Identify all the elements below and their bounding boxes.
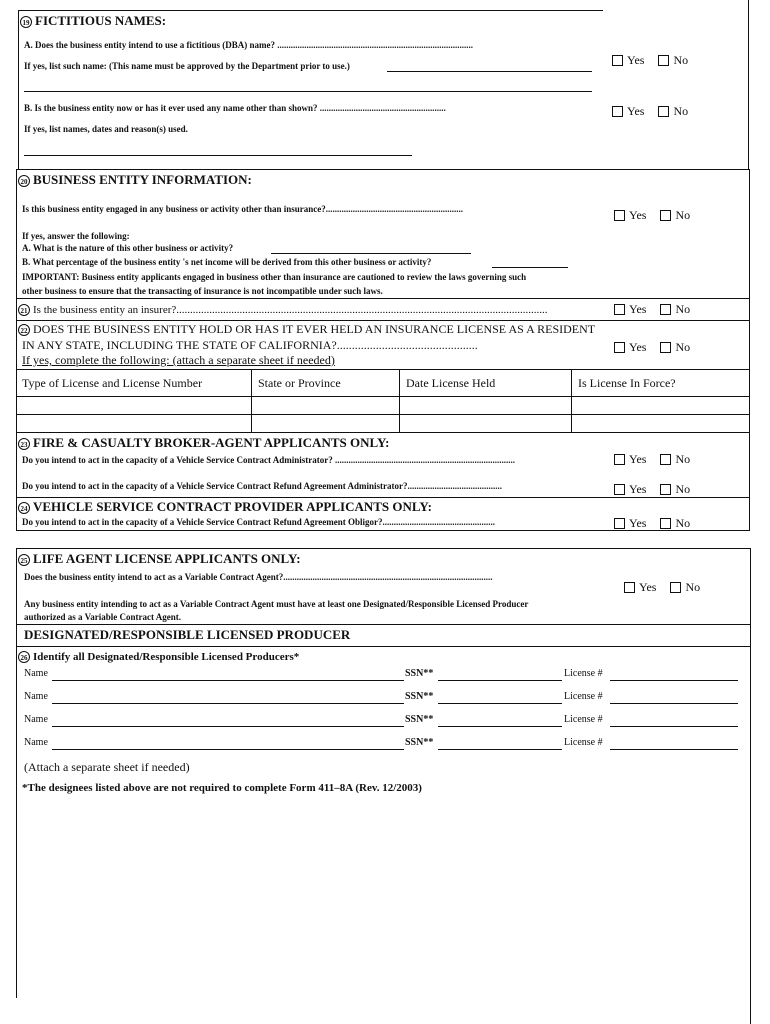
no-checkbox[interactable] (660, 518, 671, 529)
other-business-yes-no: Yes No (614, 208, 690, 223)
other-business-nature: A. What is the nature of this other business or activity? (22, 243, 234, 253)
insurer-yes-no: Yes No (614, 302, 690, 317)
no-checkbox[interactable] (660, 454, 671, 465)
section-number-badge: 20 (18, 175, 30, 187)
ssn-field[interactable] (438, 749, 562, 750)
ssn-field[interactable] (438, 703, 562, 704)
vsc-obligor-yes-no: Yes No (614, 516, 690, 531)
vsc-administrator-yes-no: Yes No (614, 452, 690, 467)
variable-contract-note-2: authorized as a Variable Contract Agent. (24, 612, 181, 622)
ssn-label: SSN** (405, 691, 434, 702)
designated-producer-header: DESIGNATED/RESPONSIBLE LICENSED PRODUCER (24, 627, 351, 642)
no-checkbox[interactable] (658, 55, 669, 66)
license-label: License # (564, 714, 603, 725)
other-name-followup: If yes, list names, dates and reason(s) used. (24, 124, 188, 134)
other-name-line[interactable] (24, 155, 412, 156)
insurer-question: 21 Is the business entity an insurer?....................................................................................................................................... (18, 302, 548, 317)
license-label: License # (564, 737, 603, 748)
name-label: Name (24, 668, 48, 679)
name-field[interactable] (52, 726, 404, 727)
section-number-badge: 22 (18, 324, 30, 336)
variable-contract-note-1: Any business entity intending to act as a Variable Contract Agent must have at least one Designated/Responsible Licensed Producer (24, 599, 529, 609)
important-note-1: IMPORTANT: Business entity applicants engaged in business other than insurance are cautioned to review the laws governing such (22, 272, 527, 282)
name-field[interactable] (52, 749, 404, 750)
other-name-yes-no: Yes No (612, 104, 688, 119)
yes-checkbox[interactable] (614, 342, 625, 353)
vsc-administrator-question: Do you intend to act in the capacity of a Vehicle Service Contract Administrator? ................................................................................ (22, 455, 515, 465)
no-checkbox[interactable] (660, 304, 671, 315)
ssn-label: SSN** (405, 737, 434, 748)
vsc-refund-administrator-yes-no: Yes No (614, 482, 690, 497)
variable-contract-yes-no: Yes No (624, 580, 700, 595)
section-26-title: 26 Identify all Designated/Responsible Licensed Producers* (18, 651, 299, 663)
license-label: License # (564, 668, 603, 679)
no-checkbox[interactable] (660, 342, 671, 353)
yes-checkbox[interactable] (614, 210, 625, 221)
dba-followup: If yes, list such name: (This name must be approved by the Department prior to use.) (24, 61, 350, 71)
name-field[interactable] (52, 703, 404, 704)
license-field[interactable] (610, 749, 738, 750)
other-name-question: B. Is the business entity now or has it ever used any name other than shown? ........................................................ (24, 103, 446, 113)
license-field[interactable] (610, 680, 738, 681)
section-number-badge: 19 (20, 16, 32, 28)
other-business-question: Is this business entity engaged in any business or activity other than insurance?............................................................. (22, 204, 463, 214)
section-number-badge: 24 (18, 502, 30, 514)
other-business-percentage: B. What percentage of the business entity 's net income will be derived from this other business or activity? (22, 257, 432, 267)
section-number-badge: 23 (18, 438, 30, 450)
yes-checkbox[interactable] (612, 106, 623, 117)
yes-checkbox[interactable] (614, 304, 625, 315)
no-checkbox[interactable] (658, 106, 669, 117)
resident-license-question-line2: IN ANY STATE, INCLUDING THE STATE OF CALIFORNIA?............................................... (22, 338, 478, 352)
section-number-badge: 21 (18, 304, 30, 316)
dba-question: A. Does the business entity intend to use a fictitious (DBA) name? ....................................................................................... (24, 40, 474, 50)
resident-license-yes-no: Yes No (614, 340, 690, 355)
name-label: Name (24, 691, 48, 702)
col-in-force: Is License In Force? (578, 376, 676, 390)
section-20-title: 20 BUSINESS ENTITY INFORMATION: (18, 172, 252, 188)
important-note-2: other business to ensure that the transacting of insurance is not incompatible under such laws. (22, 286, 383, 296)
designee-footnote: *The designees listed above are not required to complete Form 411–8A (Rev. 12/2003) (22, 782, 422, 794)
ssn-field[interactable] (438, 680, 562, 681)
yes-checkbox[interactable] (612, 55, 623, 66)
name-label: Name (24, 714, 48, 725)
attach-note: (Attach a separate sheet if needed) (24, 760, 190, 774)
no-checkbox[interactable] (670, 582, 681, 593)
ssn-field[interactable] (438, 726, 562, 727)
nature-line[interactable] (271, 253, 471, 254)
section-23-title: 23 FIRE & CASUALTY BROKER-AGENT APPLICANTS ONLY: (18, 435, 390, 451)
col-license-type: Type of License and License Number (22, 376, 203, 390)
col-date-held: Date License Held (406, 376, 496, 390)
no-checkbox[interactable] (660, 484, 671, 495)
section-number-badge: 25 (18, 554, 30, 566)
name-field[interactable] (52, 680, 404, 681)
yes-checkbox[interactable] (614, 454, 625, 465)
vsc-obligor-question: Do you intend to act in the capacity of a Vehicle Service Contract Refund Agreement Obligor?.................................................. (22, 517, 496, 527)
section-title-text: FICTITIOUS NAMES: (35, 13, 167, 28)
name-label: Name (24, 737, 48, 748)
yes-checkbox[interactable] (614, 518, 625, 529)
dba-name-line-2[interactable] (24, 91, 592, 92)
resident-license-question: 22 DOES THE BUSINESS ENTITY HOLD OR HAS IT EVER HELD AN INSURANCE LICENSE AS A RESIDENT (18, 322, 595, 337)
yes-checkbox[interactable] (624, 582, 635, 593)
license-field[interactable] (610, 703, 738, 704)
percentage-line[interactable] (492, 267, 568, 268)
col-state: State or Province (258, 376, 341, 390)
yes-checkbox[interactable] (614, 484, 625, 495)
section-19-title (20, 13, 166, 29)
section-number-badge: 26 (18, 651, 30, 663)
resident-license-followup: If yes, complete the following: (attach a separate sheet if needed) (22, 353, 335, 367)
section-25-title: 25 LIFE AGENT LICENSE APPLICANTS ONLY: (18, 551, 301, 567)
dba-yes-no: Yes No (612, 53, 688, 68)
dba-name-line[interactable] (387, 71, 592, 72)
ssn-label: SSN** (405, 668, 434, 679)
section-24-title: 24 VEHICLE SERVICE CONTRACT PROVIDER APPLICANTS ONLY: (18, 499, 432, 515)
no-checkbox[interactable] (660, 210, 671, 221)
other-business-followup: If yes, answer the following: (22, 231, 130, 241)
vsc-refund-administrator-question: Do you intend to act in the capacity of a Vehicle Service Contract Refund Agreement Administrator?.......................................... (22, 481, 503, 491)
license-label: License # (564, 691, 603, 702)
variable-contract-question: Does the business entity intend to act as a Variable Contract Agent?............................................................................................. (24, 572, 493, 582)
ssn-label: SSN** (405, 714, 434, 725)
license-field[interactable] (610, 726, 738, 727)
